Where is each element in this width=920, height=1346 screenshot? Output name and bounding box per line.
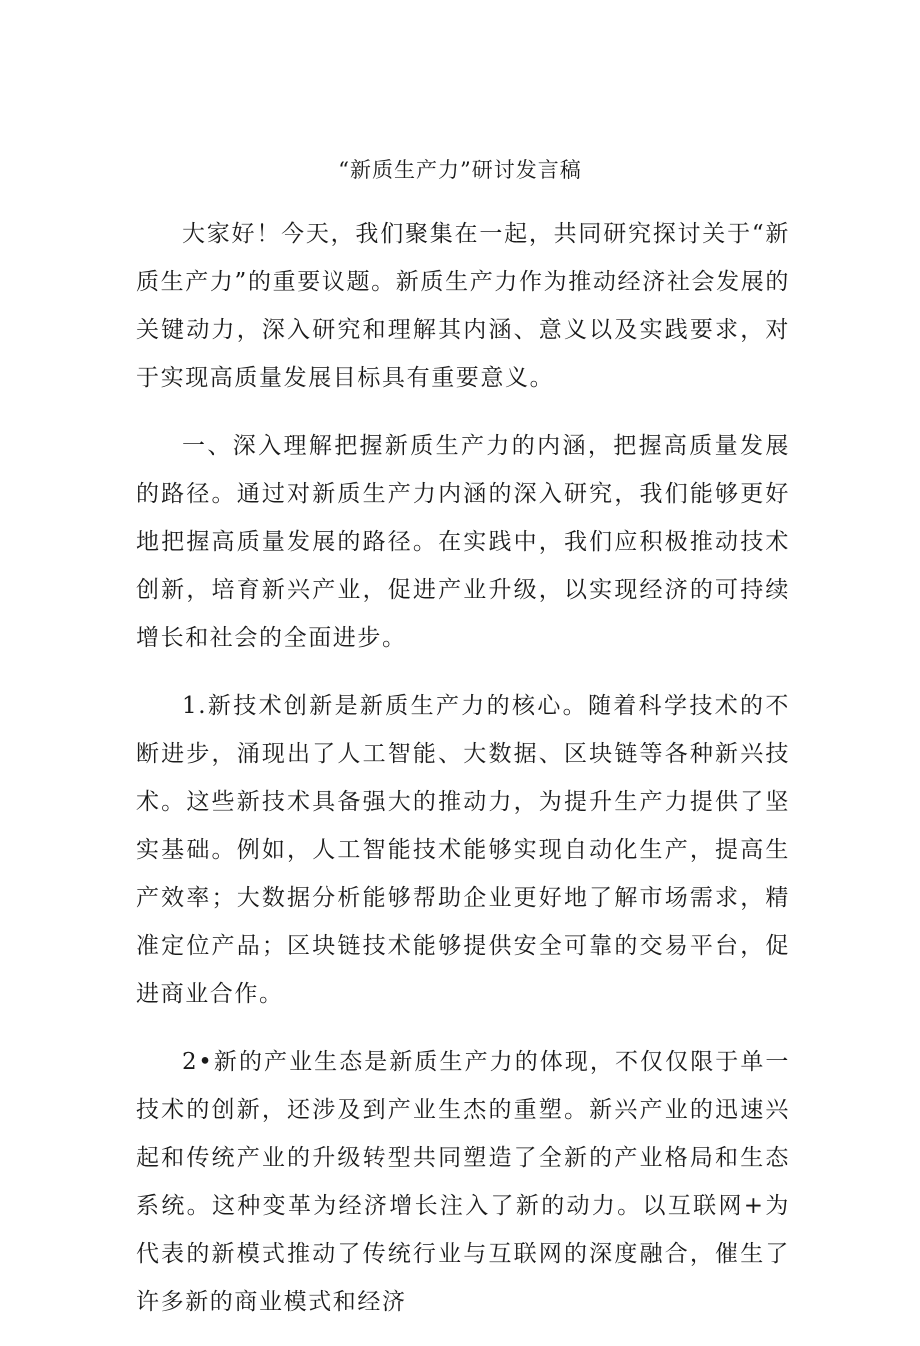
paragraph-section-one: 一、深入理解把握新质生产力的内涵，把握高质量发展的路径。通过对新质生产力内涵的深入研究，我们能够更好地把握高质量发展的路径。在实践中，我们应积极推动技术创新，培育新兴产业，促进产业升级，以实现经济的可持续增长和社会的全面进步。 [136, 433, 790, 651]
paragraph-point-two: 2•新的产业生态是新质生产力的体现，不仅仅限于单一技术的创新，还涉及到产业生杰的重塑。新兴产业的迅速兴起和传统产业的升级转型共同塑造了全新的产业格局和生态系统。这种变革为经济增长注入了新的动力。以互联网+为代表的新模式推动了传统行业与互联网的深度融合，催生了许多新的商业模式和经济 [136, 1049, 790, 1315]
document-title: “新质生产力”研讨发言稿 [338, 158, 582, 182]
paragraph-intro: 大家好！今天，我们聚集在一起，共同研究探讨关于“新质生产力”的重要议题。新质生产力作为推动经济社会发展的关键动力，深入研究和理解其内涵、意义以及实践要求，对于实现高质量发展目标具有重要意义。 [136, 221, 790, 391]
document-body [136, 210, 790, 1346]
paragraph-point-one: 1.新技术创新是新质生产力的核心。随着科学技术的不断进步，涌现出了人工智能、大数据、区块链等各种新兴技术。这些新技术具备强大的推动力，为提升生产力提供了坚实基础。例如，人工智能技术能够实现自动化生产，提高生产效率；大数据分析能够帮助企业更好地了解市场需求，精准定位产品；区块链技术能够提供安全可靠的交易平台，促进商业合作。 [136, 693, 790, 1007]
